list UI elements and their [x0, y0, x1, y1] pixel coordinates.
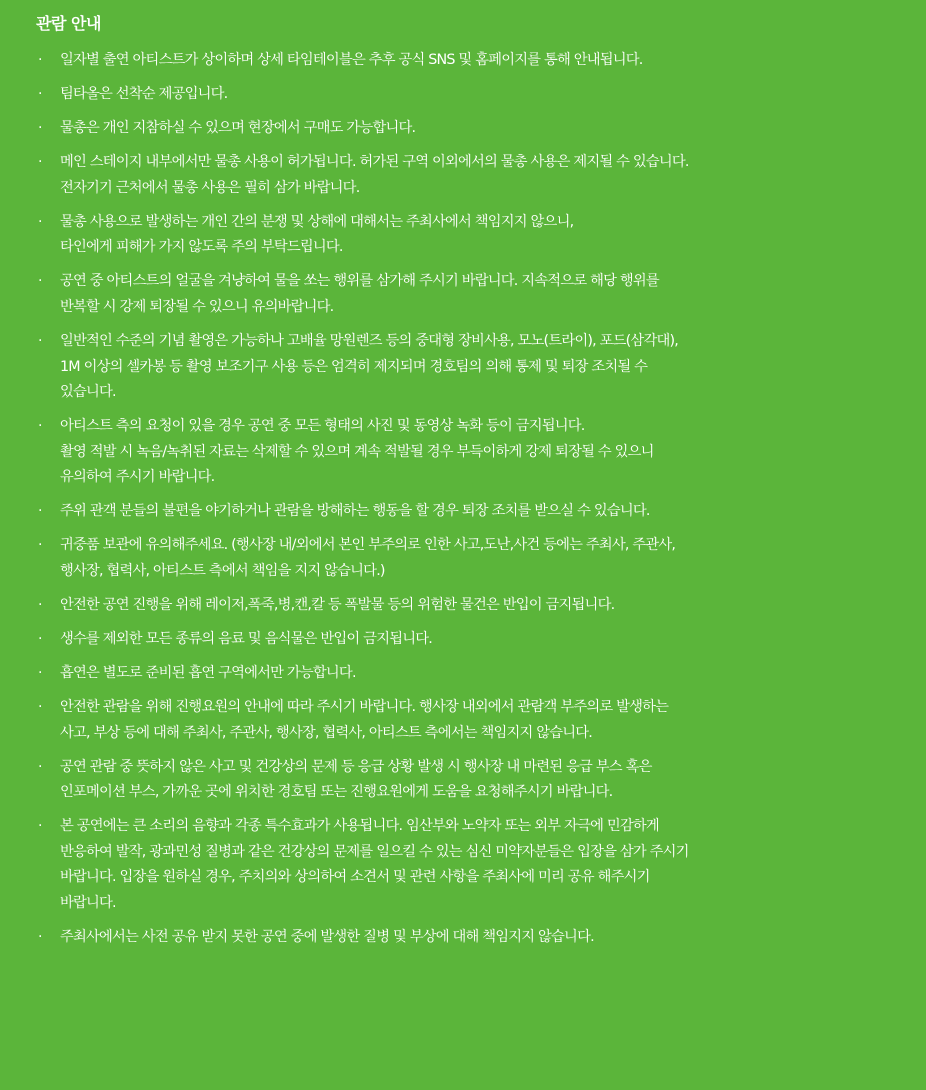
bullet-icon: ·	[38, 154, 43, 171]
list-item-line: 인포메이션 부스, 가까운 곳에 위치한 경호팀 또는 진행요원에게 도움을 요청해주시기 바랍니다.	[60, 784, 613, 801]
list-item-line: 물총은 개인 지참하실 수 있으며 현장에서 구매도 가능합니다.	[60, 120, 416, 137]
list-item-line: 공연 중 아티스트의 얼굴을 겨냥하여 물을 쏘는 행위를 삼가해 주시기 바랍니다. 지속적으로 해당 행위를	[60, 273, 659, 290]
list-item-line: 바랍니다.	[60, 894, 116, 911]
bullet-icon: ·	[38, 120, 43, 137]
list-item-text	[60, 82, 906, 108]
list-item-text	[60, 925, 906, 951]
list-item-line: 바랍니다. 입장을 원하실 경우, 주치의와 상의하여 소견서 및 관련 사항을 주최사에 미리 공유 해주시기	[60, 869, 650, 886]
list-item-text	[60, 533, 906, 584]
list-item-line: 팀타올은 선착순 제공입니다.	[60, 86, 228, 103]
notice-list	[36, 48, 906, 951]
list-item-text	[60, 269, 906, 320]
list-item-text	[60, 695, 906, 746]
bullet-icon: ·	[38, 503, 43, 520]
list-item-line: 일자별 출연 아티스트가 상이하며 상세 타임테이블은 추후 공식 SNS 및 홈페이지를 통해 안내됩니다.	[60, 52, 643, 68]
list-item-line: 안전한 관람을 위해 진행요원의 안내에 따라 주시기 바랍니다. 행사장 내외에서 관람객 부주의로 발생하는	[60, 699, 669, 716]
list-item	[36, 150, 906, 201]
list-item-text	[60, 814, 906, 916]
list-item-line: 행사장, 협력사, 아티스트 측에서 책임을 지지 않습니다.)	[60, 562, 385, 579]
list-item-text	[60, 116, 906, 142]
list-item	[36, 269, 906, 320]
list-item-line: 본 공연에는 큰 소리의 음향과 각종 특수효과가 사용됩니다. 임산부와 노약자 또는 외부 자극에 민감하게	[60, 818, 659, 835]
list-item-line: 반복할 시 강제 퇴장될 수 있으니 유의바랍니다.	[60, 298, 334, 315]
list-item	[36, 814, 906, 916]
list-item	[36, 210, 906, 261]
bullet-icon: ·	[38, 665, 43, 682]
bullet-icon: ·	[38, 699, 43, 716]
list-item-line: 일반적인 수준의 기념 촬영은 가능하나 고배율 망원렌즈 등의 중대형 장비사용, 모노(트라이), 포드(삼각대),	[60, 333, 678, 350]
bullet-icon: ·	[38, 86, 43, 103]
list-item-text	[60, 661, 906, 687]
bullet-icon: ·	[38, 929, 43, 945]
list-item-text	[60, 48, 906, 74]
list-item-line: 안전한 공연 진행을 위해 레이저,폭죽,병,캔,칼 등 폭발물 등의 위험한 물건은 반입이 금지됩니다.	[60, 596, 615, 613]
list-item-line: 타인에게 피해가 가지 않도록 주의 부탁드립니다.	[60, 239, 343, 256]
list-item	[36, 533, 906, 584]
list-item-text	[60, 414, 906, 491]
list-item-line: 주위 관객 분들의 불편을 야기하거나 관람을 방해하는 행동을 할 경우 퇴장 조치를 받으실 수 있습니다.	[60, 503, 650, 520]
list-item-text	[60, 499, 906, 525]
bullet-icon: ·	[38, 758, 43, 775]
list-item-line: 촬영 적발 시 녹음/녹취된 자료는 삭제할 수 있으며 계속 적발될 경우 부득이하게 강제 퇴장될 수 있으니	[60, 443, 654, 460]
list-item-line: 메인 스테이지 내부에서만 물총 사용이 허가됩니다. 허가된 구역 이외에서의 물총 사용은 제지될 수 있습니다.	[60, 154, 689, 171]
list-item-text	[60, 755, 906, 806]
list-item-text	[60, 627, 906, 653]
list-item	[36, 627, 906, 653]
list-item	[36, 82, 906, 108]
bullet-icon: ·	[38, 596, 43, 613]
list-item-text	[60, 593, 906, 619]
bullet-icon: ·	[38, 52, 43, 68]
list-item	[36, 499, 906, 525]
list-item-text	[60, 150, 906, 201]
list-item-line: 사고, 부상 등에 대해 주최사, 주관사, 행사장, 협력사, 아티스트 측에서는 책임지지 않습니다.	[60, 724, 593, 741]
bullet-icon: ·	[38, 333, 43, 350]
list-item	[36, 695, 906, 746]
list-item-line: 생수를 제외한 모든 종류의 음료 및 음식물은 반입이 금지됩니다.	[60, 631, 432, 648]
list-item-line: 전자기기 근처에서 물총 사용은 필히 삼가 바랍니다.	[60, 179, 360, 196]
list-item-line: 1M 이상의 셀카봉 등 촬영 보조기구 사용 등은 엄격히 제지되며 경호팀의 의해 통제 및 퇴장 조치될 수	[60, 358, 648, 375]
list-item-line: 흡연은 별도로 준비된 흡연 구역에서만 가능합니다.	[60, 665, 356, 682]
list-item-text	[60, 329, 906, 406]
list-item-text	[60, 210, 906, 261]
bullet-icon: ·	[38, 537, 43, 554]
list-item	[36, 48, 906, 74]
list-item	[36, 593, 906, 619]
list-item	[36, 755, 906, 806]
list-item	[36, 116, 906, 142]
bullet-icon: ·	[38, 273, 43, 290]
list-item-line: 있습니다.	[60, 384, 116, 401]
list-item-line: 유의하여 주시기 바랍니다.	[60, 469, 215, 486]
bullet-icon: ·	[38, 213, 43, 230]
list-item-line: 아티스트 측의 요청이 있을 경우 공연 중 모든 형태의 사진 및 동영상 녹화 등이 금지됩니다.	[60, 418, 585, 435]
list-item	[36, 925, 906, 951]
list-item	[36, 329, 906, 406]
list-item-line: 물총 사용으로 발생하는 개인 간의 분쟁 및 상해에 대해서는 주최사에서 책임지지 않으니,	[60, 213, 574, 230]
bullet-icon: ·	[38, 631, 43, 648]
notice-title: 관람 안내	[36, 14, 101, 33]
list-item	[36, 414, 906, 491]
bullet-icon: ·	[38, 818, 43, 835]
list-item-line: 주최사에서는 사전 공유 받지 못한 공연 중에 발생한 질병 및 부상에 대해 책임지지 않습니다.	[60, 929, 594, 945]
list-item-line: 공연 관람 중 뜻하지 않은 사고 및 건강상의 문제 등 응급 상황 발생 시 행사장 내 마련된 응급 부스 혹은	[60, 758, 652, 775]
list-item-line: 반응하여 발작, 광과민성 질병과 같은 건강상의 문제를 일으킬 수 있는 심신 미약자분들은 입장을 삼가 주시기	[60, 843, 689, 860]
list-item	[36, 661, 906, 687]
list-item-line: 귀중품 보관에 유의해주세요. (행사장 내/외에서 본인 부주의로 인한 사고,도난,사건 등에는 주최사, 주관사,	[60, 537, 676, 554]
bullet-icon: ·	[38, 418, 43, 435]
